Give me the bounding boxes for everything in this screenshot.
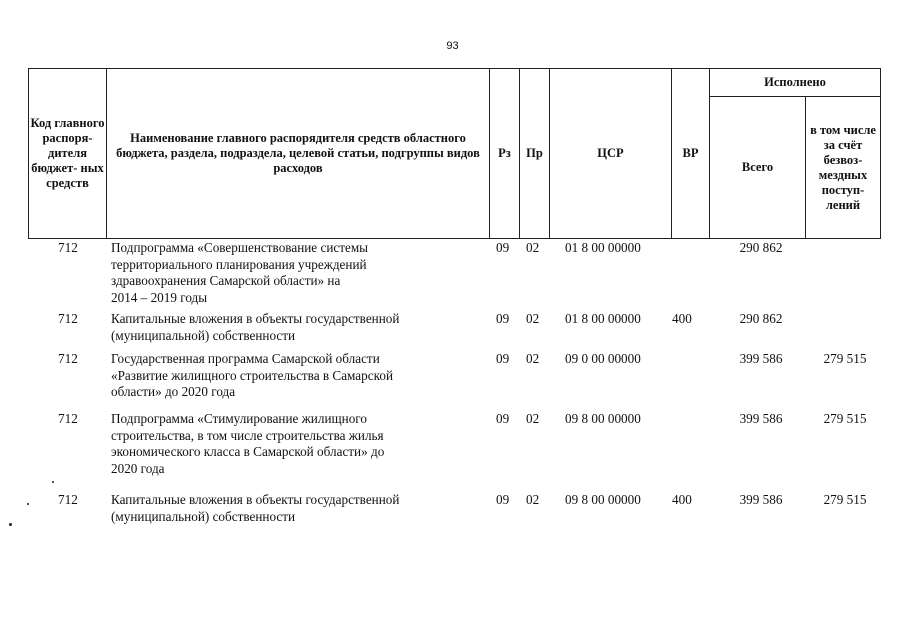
header-total: Всего: [710, 97, 806, 239]
header-code: Код главного распоря- дителя бюджет- ных средств: [29, 69, 107, 239]
page-number: 93: [446, 40, 459, 52]
row-name: [111, 311, 399, 344]
header-csr: ЦСР: [550, 69, 672, 239]
scan-speck: [52, 481, 54, 483]
row-name-line: 2014 – 2019 годы: [111, 289, 208, 305]
row-rz: 09: [496, 311, 510, 326]
header-pr: Пр: [520, 69, 550, 239]
row-vr: 400: [672, 492, 692, 507]
row-name: [111, 240, 368, 306]
row-pr: 02: [526, 492, 540, 507]
row-name-line: Капитальные вложения в объекты государственной: [111, 311, 400, 326]
row-name: [111, 351, 393, 401]
row-name-line: Подпрограмма «Совершенствование системы: [111, 240, 369, 255]
header-executed: Исполнено: [710, 69, 881, 97]
row-pr: 02: [526, 411, 540, 426]
scan-speck: [9, 523, 12, 526]
row-total: 290 862: [739, 240, 783, 255]
row-name-line: «Развитие жилищного строительства в Самарской: [111, 367, 393, 383]
row-pr: 02: [526, 351, 540, 366]
row-gratuitous: 279 515: [823, 492, 867, 507]
row-csr: 09 8 00 00000: [565, 492, 641, 507]
row-csr: 01 8 00 00000: [565, 240, 641, 255]
row-code: 712: [58, 492, 78, 507]
row-code: 712: [58, 311, 78, 326]
row-code: 712: [58, 240, 78, 255]
row-vr: 400: [672, 311, 692, 326]
row-name-line: (муниципальной) собственности: [111, 327, 296, 343]
row-csr: 09 0 00 00000: [565, 351, 641, 366]
row-name-line: Капитальные вложения в объекты государственной: [111, 492, 400, 507]
row-total: 399 586: [739, 351, 783, 366]
row-name-line: экономического класса в Самарской области» до: [111, 444, 385, 459]
row-name-line: территориального планирования учреждений: [111, 256, 367, 272]
row-code: 712: [58, 351, 78, 366]
header-name: Наименование главного распорядителя средств областного бюджета, раздела, подраздела, целевой статьи, подгруппы видов расходов: [107, 69, 490, 239]
row-rz: 09: [496, 492, 510, 507]
row-total: 290 862: [739, 311, 783, 326]
table-header: [28, 68, 881, 239]
row-pr: 02: [526, 240, 540, 255]
row-total: 399 586: [739, 411, 783, 426]
row-code: 712: [58, 411, 78, 426]
header-vr: ВР: [672, 69, 710, 239]
scan-speck: [27, 503, 29, 505]
row-name: [111, 411, 384, 477]
row-csr: 09 8 00 00000: [565, 411, 641, 426]
header-gratuitous: в том числе за счёт безвоз- мездных поступ- лений: [806, 97, 881, 239]
row-rz: 09: [496, 351, 510, 366]
row-name-line: строительства, в том числе строительства жилья: [111, 427, 384, 443]
row-gratuitous: 279 515: [823, 411, 867, 426]
row-rz: 09: [496, 411, 510, 426]
row-name: [111, 492, 399, 525]
row-name-line: области» до 2020 года: [111, 384, 236, 399]
row-name-line: (муниципальной) собственности: [111, 508, 296, 524]
row-pr: 02: [526, 311, 540, 326]
row-rz: 09: [496, 240, 510, 255]
header-rz: Рз: [490, 69, 520, 239]
row-name-line: Подпрограмма «Стимулирование жилищного: [111, 411, 367, 426]
row-name-line: 2020 года: [111, 460, 165, 476]
row-total: 399 586: [739, 492, 783, 507]
row-csr: 01 8 00 00000: [565, 311, 641, 326]
row-name-line: здравоохранения Самарской области» на: [111, 273, 341, 288]
row-gratuitous: 279 515: [823, 351, 867, 366]
row-name-line: Государственная программа Самарской области: [111, 351, 380, 366]
